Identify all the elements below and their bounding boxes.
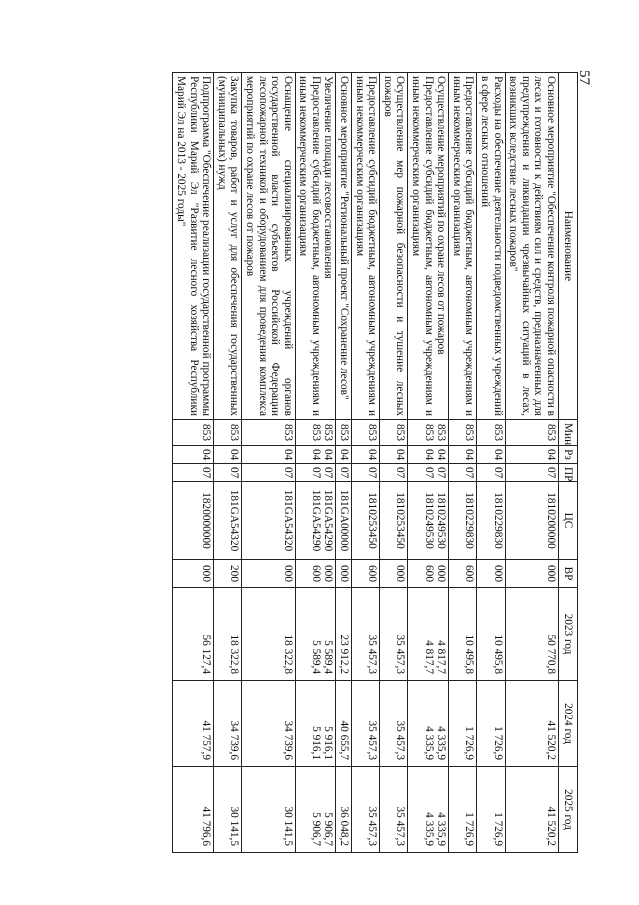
year-2023-cell-value: 23 912,2 [338, 634, 351, 674]
rz-cell-value: 04 [491, 449, 504, 461]
vr-cell [449, 560, 477, 588]
year-2024-cell [173, 681, 214, 767]
min-cell-value: 853 [281, 424, 294, 441]
year-2024-cell-value: 1 726,9 [491, 726, 504, 760]
name-cell-value: Основное мероприятие "Обеспечение контроля пожарной опасности в лесах и готовности к действиям сил и средств, предназначенных для предупреждения и ликвидации чрезвычайных ситуаций в лесах, возникших вследствие лесных пожаров" [507, 76, 557, 416]
vr-cell-value: 600 [463, 565, 476, 582]
cs-cell-value: 181GA54290 [309, 489, 322, 552]
name-cell [242, 73, 295, 420]
name-cell-value: Основное мероприятие "Региональный проект "Сохранение лесов" [338, 76, 351, 400]
vr-cell-value: 000 [435, 565, 448, 582]
pr-cell-value: 07 [281, 467, 294, 479]
min-cell [295, 420, 336, 446]
name-cell [408, 73, 449, 420]
table-row [214, 73, 242, 853]
year-2024-cell-value: 5 916,1 [322, 726, 335, 760]
year-2024-cell [242, 681, 295, 767]
vr-cell-value: 000 [394, 565, 407, 582]
min-cell [352, 420, 380, 446]
year-2024-cell [352, 681, 380, 767]
rz-cell [295, 446, 336, 464]
name-cell-value: Оснащение специализированных учреждений органов государственной власти субъектов Российской Федерации лесопожарной техникой и оборудованием для проведения комплекса мероприятий по охране лесов от пожаров [243, 76, 294, 416]
cs-cell [352, 482, 380, 560]
rz-cell [214, 446, 242, 464]
year-2024-cell [336, 681, 352, 767]
cs-cell-value: 1810253450 [394, 492, 407, 549]
vr-cell-value: 600 [366, 565, 379, 582]
year-2025-cell-value: 5 906,7 [322, 812, 335, 846]
year-2025-cell-value: 41 520,2 [545, 806, 557, 846]
pr-cell-value: 07 [338, 467, 351, 479]
year-2024-cell [380, 681, 408, 767]
cs-cell-value: 1810200000 [545, 492, 557, 549]
cs-cell [295, 482, 336, 560]
cs-cell-value: 181GA54290 [322, 489, 335, 552]
pr-cell [449, 464, 477, 482]
min-cell-value: 853 [366, 424, 379, 441]
year-2024-cell [295, 681, 336, 767]
vr-cell [242, 560, 295, 588]
vr-cell-value: 200 [228, 565, 241, 582]
year-2023-cell-value: 5 589,4 [309, 640, 322, 674]
table-header [559, 73, 578, 853]
min-cell-value: 853 [200, 424, 213, 441]
name-cell [449, 73, 477, 420]
cs-cell-value: 1810253450 [366, 492, 379, 549]
pr-cell [477, 464, 505, 482]
vr-cell-value: 000 [545, 565, 557, 582]
column-header: ЦС [559, 482, 578, 560]
name-cell-value: Предоставление субсидий бюджетным, автономным учреждениям и иным некоммерческим организациям [297, 76, 322, 416]
pr-cell [505, 464, 558, 482]
min-cell [408, 420, 449, 446]
cs-cell [214, 482, 242, 560]
min-cell [449, 420, 477, 446]
year-2023-cell-value: 18 322,8 [281, 634, 294, 674]
table-row [242, 73, 295, 853]
year-2025-cell [505, 767, 558, 853]
year-2024-cell-value: 4 335,9 [435, 726, 448, 760]
rz-cell [449, 446, 477, 464]
column-header: ВР [559, 560, 578, 588]
column-header: Мин [559, 420, 578, 446]
pr-cell-value: 07 [200, 467, 213, 479]
name-cell-value: Осуществление мер пожарной безопасности и тушение лесных пожаров [381, 76, 407, 416]
min-cell-value: 853 [322, 424, 335, 441]
name-cell [477, 73, 505, 420]
budget-table [172, 72, 578, 853]
vr-cell-value: 000 [322, 565, 335, 582]
year-2024-cell-value: 1 726,9 [463, 726, 476, 760]
year-2025-cell-value: 35 457,3 [366, 806, 379, 846]
column-header: Рз [559, 446, 578, 464]
year-2025-cell [477, 767, 505, 853]
pr-cell-value: 07 [435, 467, 448, 479]
year-2025-cell-value: 5 906,7 [309, 812, 322, 846]
min-cell [505, 420, 558, 446]
year-2025-cell-value: 36 048,2 [338, 806, 351, 846]
year-2023-cell-value: 4 817,7 [435, 640, 448, 674]
pr-cell-value: 07 [463, 467, 476, 479]
year-2023-cell-value: 18 322,8 [228, 634, 241, 674]
year-2024-cell-value: 5 916,1 [309, 726, 322, 760]
vr-cell-value: 000 [338, 565, 351, 582]
year-2023-cell [214, 588, 242, 681]
vr-cell [408, 560, 449, 588]
name-cell [505, 73, 558, 420]
vr-cell [295, 560, 336, 588]
cs-cell [477, 482, 505, 560]
rz-cell [505, 446, 558, 464]
name-cell [336, 73, 352, 420]
name-cell-value: Осуществление мероприятий по охране лесов от пожаров [435, 76, 448, 355]
pr-cell-value: 07 [366, 467, 379, 479]
cs-cell-value: 1810249530 [422, 492, 435, 549]
year-2023-cell-value: 5 589,4 [322, 640, 335, 674]
year-2025-cell [214, 767, 242, 853]
pr-cell-value: 07 [322, 467, 335, 479]
rz-cell-value: 04 [309, 449, 322, 461]
table-row [352, 73, 380, 853]
year-2025-cell-value: 4 335,9 [422, 812, 435, 846]
year-2025-cell [242, 767, 295, 853]
rz-cell [408, 446, 449, 464]
year-2023-cell [173, 588, 214, 681]
cs-cell [449, 482, 477, 560]
name-cell-value: Предоставление субсидий бюджетным, автономным учреждениям и иным некоммерческим организациям [410, 76, 435, 416]
min-cell [173, 420, 214, 446]
year-2025-cell-value: 30 141,5 [281, 806, 294, 846]
table-row [505, 73, 558, 853]
year-2024-cell-value: 41 757,9 [200, 720, 213, 760]
year-2024-cell-value: 35 457,3 [366, 720, 379, 760]
vr-cell-value: 600 [309, 565, 322, 582]
rz-cell [380, 446, 408, 464]
rotated-page-content [122, 72, 578, 852]
cs-cell [505, 482, 558, 560]
rz-cell [336, 446, 352, 464]
cs-cell-value: 1820000000 [200, 492, 213, 549]
min-cell-value: 853 [435, 424, 448, 441]
year-2025-cell-value: 41 796,6 [200, 806, 213, 846]
year-2023-cell-value: 50 770,8 [545, 634, 557, 674]
rz-cell [242, 446, 295, 464]
name-cell [295, 73, 336, 420]
rz-cell-value: 04 [228, 449, 241, 461]
year-2024-cell [214, 681, 242, 767]
year-2025-cell [380, 767, 408, 853]
min-cell [477, 420, 505, 446]
vr-cell [173, 560, 214, 588]
cs-cell [173, 482, 214, 560]
name-cell-value: Расходы на обеспечение деятельности подведомственных учреждений в сфере лесных отношений [479, 76, 504, 416]
pr-cell [242, 464, 295, 482]
year-2023-cell [449, 588, 477, 681]
pr-cell [214, 464, 242, 482]
rz-cell [352, 446, 380, 464]
year-2023-cell-value: 10 495,8 [491, 634, 504, 674]
vr-cell-value: 600 [422, 565, 435, 582]
year-2024-cell-value: 41 520,2 [545, 720, 557, 760]
min-cell [242, 420, 295, 446]
vr-cell-value: 000 [491, 565, 504, 582]
rz-cell-value: 04 [463, 449, 476, 461]
name-cell [352, 73, 380, 420]
year-2023-cell [242, 588, 295, 681]
column-header: ПР [559, 464, 578, 482]
year-2023-cell [352, 588, 380, 681]
year-2024-cell-value: 40 655,7 [338, 720, 351, 760]
cs-cell-value: 1810229830 [491, 492, 504, 549]
rz-cell-value: 04 [394, 449, 407, 461]
vr-cell [505, 560, 558, 588]
year-2025-cell [295, 767, 336, 853]
rz-cell-value: 04 [200, 449, 213, 461]
year-2025-cell-value: 1 726,9 [491, 812, 504, 846]
name-cell-value: Подпрограмма "Обеспечение реализации государственной программы Республики Марий Эл "Развитие лесного хозяйства Республики Марий Эл на 2013 - 2025 годы" [174, 76, 213, 416]
year-2024-cell-value: 35 457,3 [394, 720, 407, 760]
name-cell [214, 73, 242, 420]
cs-cell [408, 482, 449, 560]
table-body [173, 73, 559, 853]
year-2023-cell [505, 588, 558, 681]
pr-cell [352, 464, 380, 482]
cs-cell [336, 482, 352, 560]
year-2025-cell [449, 767, 477, 853]
page-number: 57 [576, 70, 592, 85]
cs-cell-value: 1810229830 [463, 492, 476, 549]
year-2024-cell [505, 681, 558, 767]
column-header: 2024 год [559, 681, 578, 767]
year-2024-cell [477, 681, 505, 767]
rz-cell-value: 04 [545, 449, 557, 461]
vr-cell [477, 560, 505, 588]
pr-cell-value: 07 [545, 467, 557, 479]
vr-cell [380, 560, 408, 588]
column-header: 2025 год [559, 767, 578, 853]
year-2023-cell [477, 588, 505, 681]
vr-cell [352, 560, 380, 588]
min-cell-value: 853 [491, 424, 504, 441]
min-cell [380, 420, 408, 446]
year-2023-cell-value: 35 457,3 [366, 634, 379, 674]
min-cell [336, 420, 352, 446]
year-2024-cell [449, 681, 477, 767]
pr-cell [336, 464, 352, 482]
year-2025-cell [173, 767, 214, 853]
min-cell-value: 853 [394, 424, 407, 441]
pr-cell-value: 07 [309, 467, 322, 479]
vr-cell [214, 560, 242, 588]
name-cell-value: Увеличение площади лесовосстановления [322, 76, 335, 279]
year-2024-cell-value: 34 739,6 [281, 720, 294, 760]
table-row [336, 73, 352, 853]
year-2025-cell-value: 30 141,5 [228, 806, 241, 846]
year-2025-cell-value: 4 335,9 [435, 812, 448, 846]
min-cell-value: 853 [338, 424, 351, 441]
year-2025-cell [352, 767, 380, 853]
year-2024-cell-value: 34 739,6 [228, 720, 241, 760]
min-cell [214, 420, 242, 446]
cs-cell-value: 181GA54320 [281, 489, 294, 552]
year-2023-cell-value: 56 127,4 [200, 634, 213, 674]
table-row [173, 73, 214, 853]
rz-cell [477, 446, 505, 464]
pr-cell-value: 07 [394, 467, 407, 479]
pr-cell-value: 07 [228, 467, 241, 479]
year-2023-cell-value: 4 817,7 [422, 640, 435, 674]
rz-cell-value: 04 [338, 449, 351, 461]
year-2023-cell [380, 588, 408, 681]
cs-cell [380, 482, 408, 560]
year-2024-cell [408, 681, 449, 767]
min-cell-value: 853 [545, 424, 557, 441]
table-row [408, 73, 449, 853]
min-cell-value: 853 [309, 424, 322, 441]
year-2024-cell-value: 4 335,9 [422, 726, 435, 760]
vr-cell-value: 000 [281, 565, 294, 582]
rz-cell [173, 446, 214, 464]
rz-cell-value: 04 [281, 449, 294, 461]
year-2023-cell-value: 35 457,3 [394, 634, 407, 674]
pr-cell [295, 464, 336, 482]
pr-cell-value: 07 [422, 467, 435, 479]
rz-cell-value: 04 [322, 449, 335, 461]
year-2023-cell [295, 588, 336, 681]
year-2025-cell-value: 1 726,9 [463, 812, 476, 846]
column-header: Наименование [559, 73, 578, 420]
pr-cell [173, 464, 214, 482]
pr-cell [408, 464, 449, 482]
pr-cell [380, 464, 408, 482]
rz-cell-value: 04 [435, 449, 448, 461]
min-cell-value: 853 [422, 424, 435, 441]
year-2023-cell [336, 588, 352, 681]
column-header: 2023 год [559, 588, 578, 681]
table-row [449, 73, 477, 853]
table-row [295, 73, 336, 853]
year-2025-cell-value: 35 457,3 [394, 806, 407, 846]
rz-cell-value: 04 [422, 449, 435, 461]
min-cell-value: 853 [228, 424, 241, 441]
year-2025-cell [336, 767, 352, 853]
year-2023-cell [408, 588, 449, 681]
min-cell-value: 853 [463, 424, 476, 441]
name-cell-value: Закупка товаров, работ и услуг для обеспечения государственных (муниципальных) нужд [215, 76, 241, 416]
rz-cell-value: 04 [366, 449, 379, 461]
cs-cell-value: 181GA00000 [338, 489, 351, 552]
cs-cell-value: 1810249530 [435, 492, 448, 549]
year-2023-cell-value: 10 495,8 [463, 634, 476, 674]
vr-cell-value: 000 [200, 565, 213, 582]
name-cell [173, 73, 214, 420]
cs-cell [242, 482, 295, 560]
pr-cell-value: 07 [491, 467, 504, 479]
year-2025-cell [408, 767, 449, 853]
vr-cell [336, 560, 352, 588]
name-cell-value: Предоставление субсидий бюджетным, автономным учреждениям и иным некоммерческим организациям [353, 76, 379, 416]
name-cell [380, 73, 408, 420]
table-row [477, 73, 505, 853]
table-row [380, 73, 408, 853]
cs-cell-value: 181GA54320 [228, 489, 241, 552]
name-cell-value: Предоставление субсидий бюджетным, автономным учреждениям и иным некоммерческим организациям [450, 76, 476, 416]
